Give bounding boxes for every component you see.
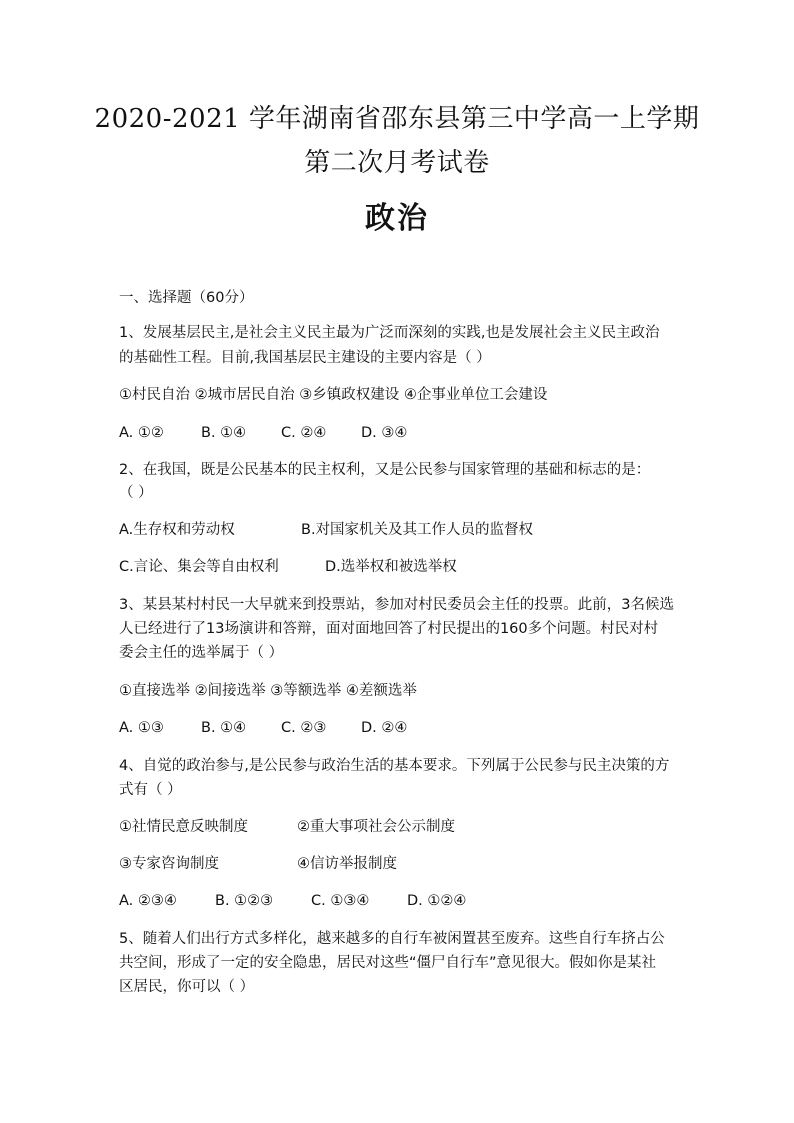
exam-title-line2: 第二次月考试卷 xyxy=(304,148,490,178)
q4-item-4: ④信访举报制度 xyxy=(297,856,397,872)
q3-text-line3: 委会主任的选举属于（ ） xyxy=(119,645,284,661)
q3-options xyxy=(119,717,407,739)
q3-option-c: C. ②③ xyxy=(281,720,327,736)
q1-text-line2: 的基础性工程。目前,我国基层民主建设的主要内容是（ ） xyxy=(119,350,491,366)
q1-options xyxy=(119,422,407,444)
q1-option-c: C. ②④ xyxy=(281,425,327,441)
q1-items: ①村民自治 ②城市居民自治 ③乡镇政权建设 ④企事业单位工会建设 xyxy=(119,387,548,403)
q2-option-b: B.对国家机关及其工作人员的监督权 xyxy=(301,522,534,538)
subject-heading: 政治 xyxy=(365,201,429,236)
q4-items-row2 xyxy=(119,853,397,875)
q2-option-c: C.言论、集会等自由权利 xyxy=(119,559,279,575)
q1-option-d: D. ③④ xyxy=(361,425,408,441)
q5-text-line1: 5、随着人们出行方式多样化，越来越多的自行车被闲置甚至废弃。这些自行车挤占公 xyxy=(119,931,665,947)
q3-text-line2: 人已经进行了13场演讲和答辩，面对面地回答了村民提出的160多个问题。村民对村 xyxy=(119,621,659,637)
q5-text-line3: 区居民，你可以（ ） xyxy=(119,979,255,995)
q1-option-a: A. ①② xyxy=(119,425,164,441)
q2-text-line1: 2、在我国，既是公民基本的民主权利，又是公民参与国家管理的基础和标志的是： xyxy=(119,462,651,478)
q4-text-line2: 式有（ ） xyxy=(119,782,182,798)
q5-text-line2: 共空间，形成了一定的安全隐患，居民对这些“僵尸自行车”意见很大。假如你是某社 xyxy=(119,955,657,971)
q2-option-d: D.选举权和被选举权 xyxy=(325,559,457,575)
q3-option-a: A. ①③ xyxy=(119,720,164,736)
q1-text-line1: 1、发展基层民主,是社会主义民主最为广泛而深刻的实践,也是发展社会主义民主政治 xyxy=(119,325,660,341)
q3-option-b: B. ①④ xyxy=(201,720,247,736)
q4-text-line1: 4、自觉的政治参与,是公民参与政治生活的基本要求。下列属于公民参与民主决策的方 xyxy=(119,758,670,774)
q4-option-c: C. ①③④ xyxy=(311,893,370,909)
q4-item-3: ③专家咨询制度 xyxy=(119,856,219,872)
q2-option-a: A.生存权和劳动权 xyxy=(119,522,235,538)
q1-option-b: B. ①④ xyxy=(201,425,247,441)
q4-options xyxy=(119,890,466,912)
q4-items-row1 xyxy=(119,816,455,838)
q4-option-d: D. ①②④ xyxy=(407,893,467,909)
q2-text-line2: （ ） xyxy=(119,485,153,501)
q3-items: ①直接选举 ②间接选举 ③等额选举 ④差额选举 xyxy=(119,683,417,699)
q3-option-d: D. ②④ xyxy=(361,720,408,736)
q3-text-line1: 3、某县某村村民一大早就来到投票站，参加对村民委员会主任的投票。此前，3名候选 xyxy=(119,597,674,613)
section-heading: 一、选择题（60分） xyxy=(119,290,254,306)
q2-options-cd xyxy=(119,556,457,578)
q2-options-ab xyxy=(119,519,533,541)
q4-option-b: B. ①②③ xyxy=(215,893,274,909)
exam-title-line1: 2020-2021 学年湖南省邵东县第三中学高一上学期 xyxy=(94,104,700,134)
q4-item-2: ②重大事项社会公示制度 xyxy=(297,819,455,835)
q4-option-a: A. ②③④ xyxy=(119,893,177,909)
q4-item-1: ①社情民意反映制度 xyxy=(119,819,248,835)
